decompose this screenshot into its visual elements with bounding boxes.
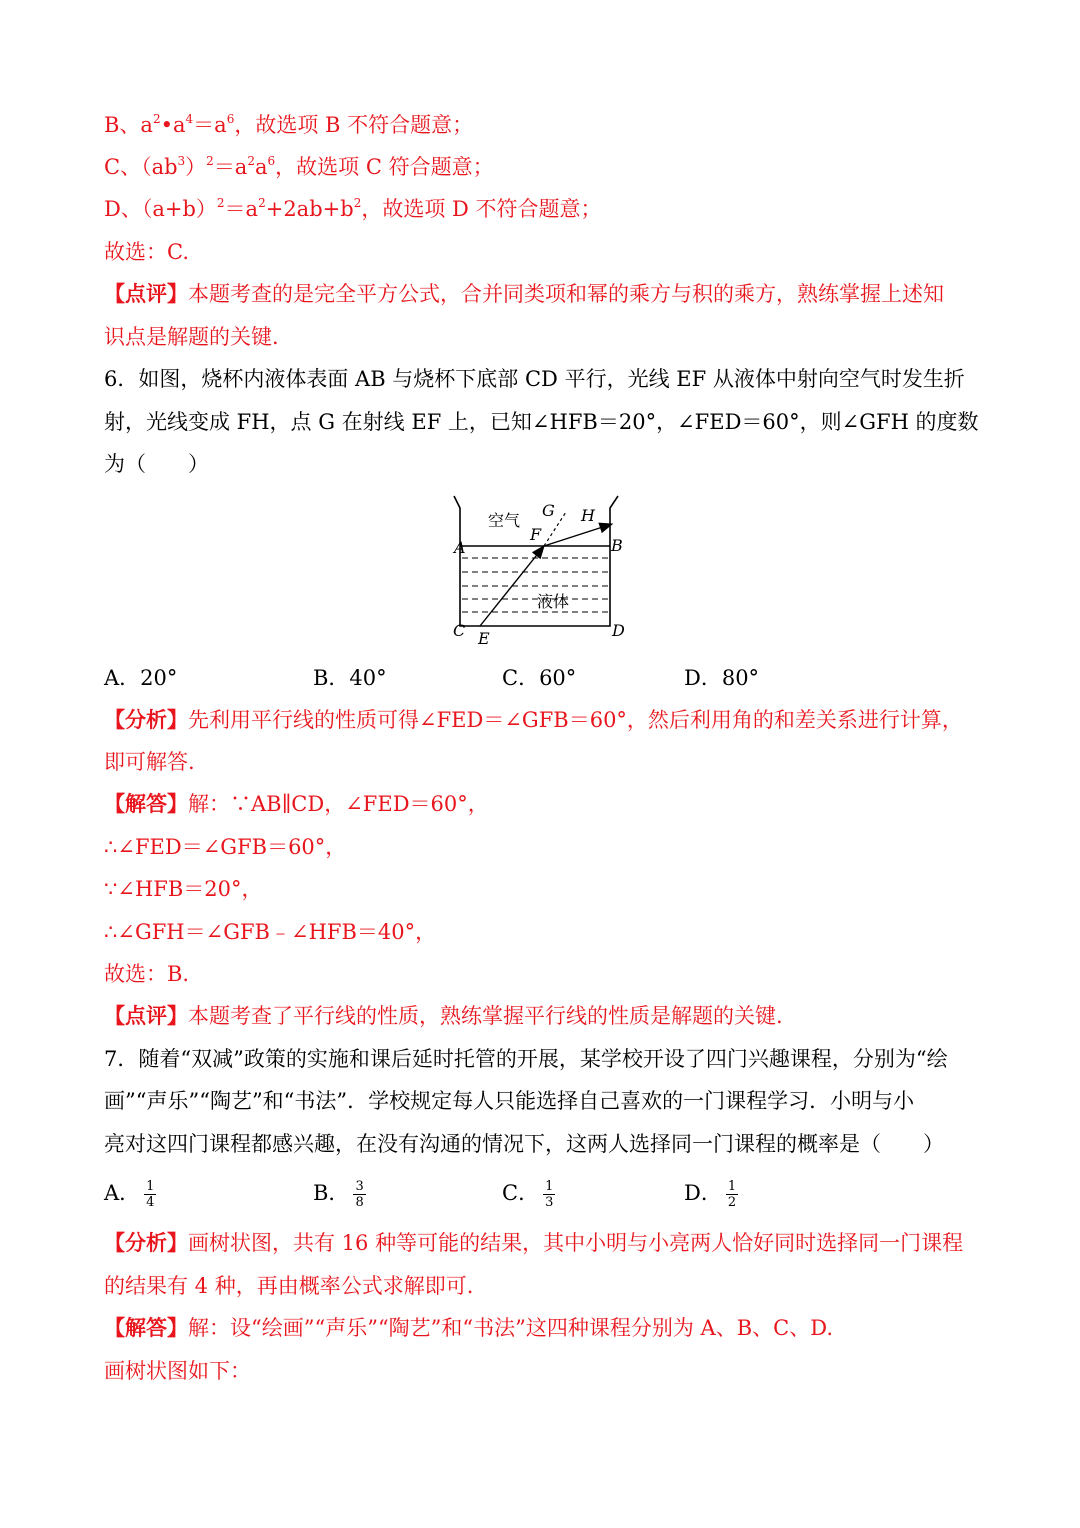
q5-comment: 【点评】本题考查的是完全平方公式，合并同类项和幂的乘方与积的乘方，熟练掌握上述知	[104, 281, 944, 306]
point-d-label: D	[612, 621, 625, 640]
q7-stem-line-3: 亮对这四门课程都感兴趣，在没有沟通的情况下，这两人选择同一门课程的概率是（ ）	[104, 1132, 944, 1156]
q7-option-d: D． $\frac{1}{2}$	[684, 1179, 737, 1210]
q5-option-c-explanation: C、$(ab^3)^2=a^2a^6$，故选项 C 符合题意；	[104, 154, 494, 179]
q6-option-c: C．60°	[502, 666, 577, 690]
q5-comment-cont: 识点是解题的关键.	[104, 325, 279, 349]
fraction: $\frac{1}{4}$	[146, 1179, 155, 1210]
point-h-label: H	[581, 506, 595, 525]
fraction: $\frac{1}{2}$	[727, 1179, 737, 1210]
q5-choice: 故选：C.	[104, 240, 189, 264]
q6-solution-step-2: ∴∠FED＝∠GFB＝60°，	[104, 835, 347, 859]
point-e-label: E	[478, 629, 490, 648]
q7-analysis: 【分析】画树状图，共有 16 种等可能的结果，其中小明与小亮两人恰好同时选择同一门课程	[104, 1230, 964, 1255]
q5-option-d-explanation: D、$(a+b)^2=a^2+2ab+b^2$，故选项 D 不符合题意；	[104, 196, 602, 221]
q7-stem-line-2: 画”“声乐”“陶艺”和“书法”．学校规定每人只能选择自己喜欢的一门课程学习．小明与小	[104, 1089, 915, 1113]
q6-option-a: A．20°	[104, 666, 178, 690]
q6-option-d: D．80°	[684, 666, 760, 690]
q7-analysis-cont: 的结果有 4 种，再由概率公式求解即可.	[104, 1274, 474, 1298]
q7-option-a: A． $\frac{1}{4}$	[104, 1179, 155, 1210]
q6-solution: 【解答】解：∵AB∥CD，∠FED＝60°，	[104, 791, 489, 816]
point-f-label: F	[530, 525, 542, 544]
q6-stem-line-3: 为（ ）	[104, 452, 209, 476]
q6-choice: 故选：B.	[104, 962, 190, 986]
point-b-label: B	[611, 536, 623, 555]
q6-analysis: 【分析】先利用平行线的性质可得∠FED＝∠GFB＝60°，然后利用角的和差关系进行计算，	[104, 707, 963, 732]
q7-stem-line-1: 7．随着“双减”政策的实施和课后延时托管的开展，某学校开设了四门兴趣课程，分别为“绘	[104, 1047, 948, 1071]
q6-comment: 【点评】本题考查了平行线的性质，熟练掌握平行线的性质是解题的关键.	[104, 1003, 783, 1028]
air-label: 空气	[488, 511, 521, 530]
q7-solution-step-2: 画树状图如下：	[104, 1359, 251, 1383]
fraction: $\frac{1}{3}$	[545, 1179, 554, 1210]
fraction: $\frac{3}{8}$	[355, 1179, 364, 1210]
q6-stem-line-2: 射，光线变成 FH，点 G 在射线 EF 上，已知∠HFB＝20°，∠FED＝60°，则∠GFH 的度数	[104, 410, 979, 434]
q6-solution-step-3: ∵∠HFB＝20°，	[104, 877, 263, 901]
beaker-refraction-figure	[440, 486, 640, 651]
point-a-label: A	[454, 538, 466, 557]
q6-option-b: B．40°	[313, 666, 387, 690]
q5-option-b-explanation: B、$a^2•a^4=a^6$，故选项 B 不符合题意；	[104, 112, 474, 137]
ray-fh	[544, 524, 612, 546]
q7-solution: 【解答】解：设“绘画”“声乐”“陶艺”和“书法”这四种课程分别为 A、B、C、D.	[104, 1315, 833, 1340]
q6-analysis-cont: 即可解答.	[104, 750, 195, 774]
q6-stem-line-1: 6．如图，烧杯内液体表面 AB 与烧杯下底部 CD 平行，光线 EF 从液体中射向空气时发生折	[104, 367, 965, 391]
liquid-label: 液体	[537, 592, 570, 611]
q7-option-b: B． $\frac{3}{8}$	[313, 1179, 364, 1210]
point-c-label: C	[453, 621, 466, 640]
liquid-dashed-lines	[462, 558, 608, 612]
q6-solution-step-4: ∴∠GFH＝∠GFB﹣∠HFB＝40°，	[104, 920, 437, 944]
point-g-label: G	[542, 501, 555, 520]
q7-option-c: C． $\frac{1}{3}$	[502, 1179, 554, 1210]
